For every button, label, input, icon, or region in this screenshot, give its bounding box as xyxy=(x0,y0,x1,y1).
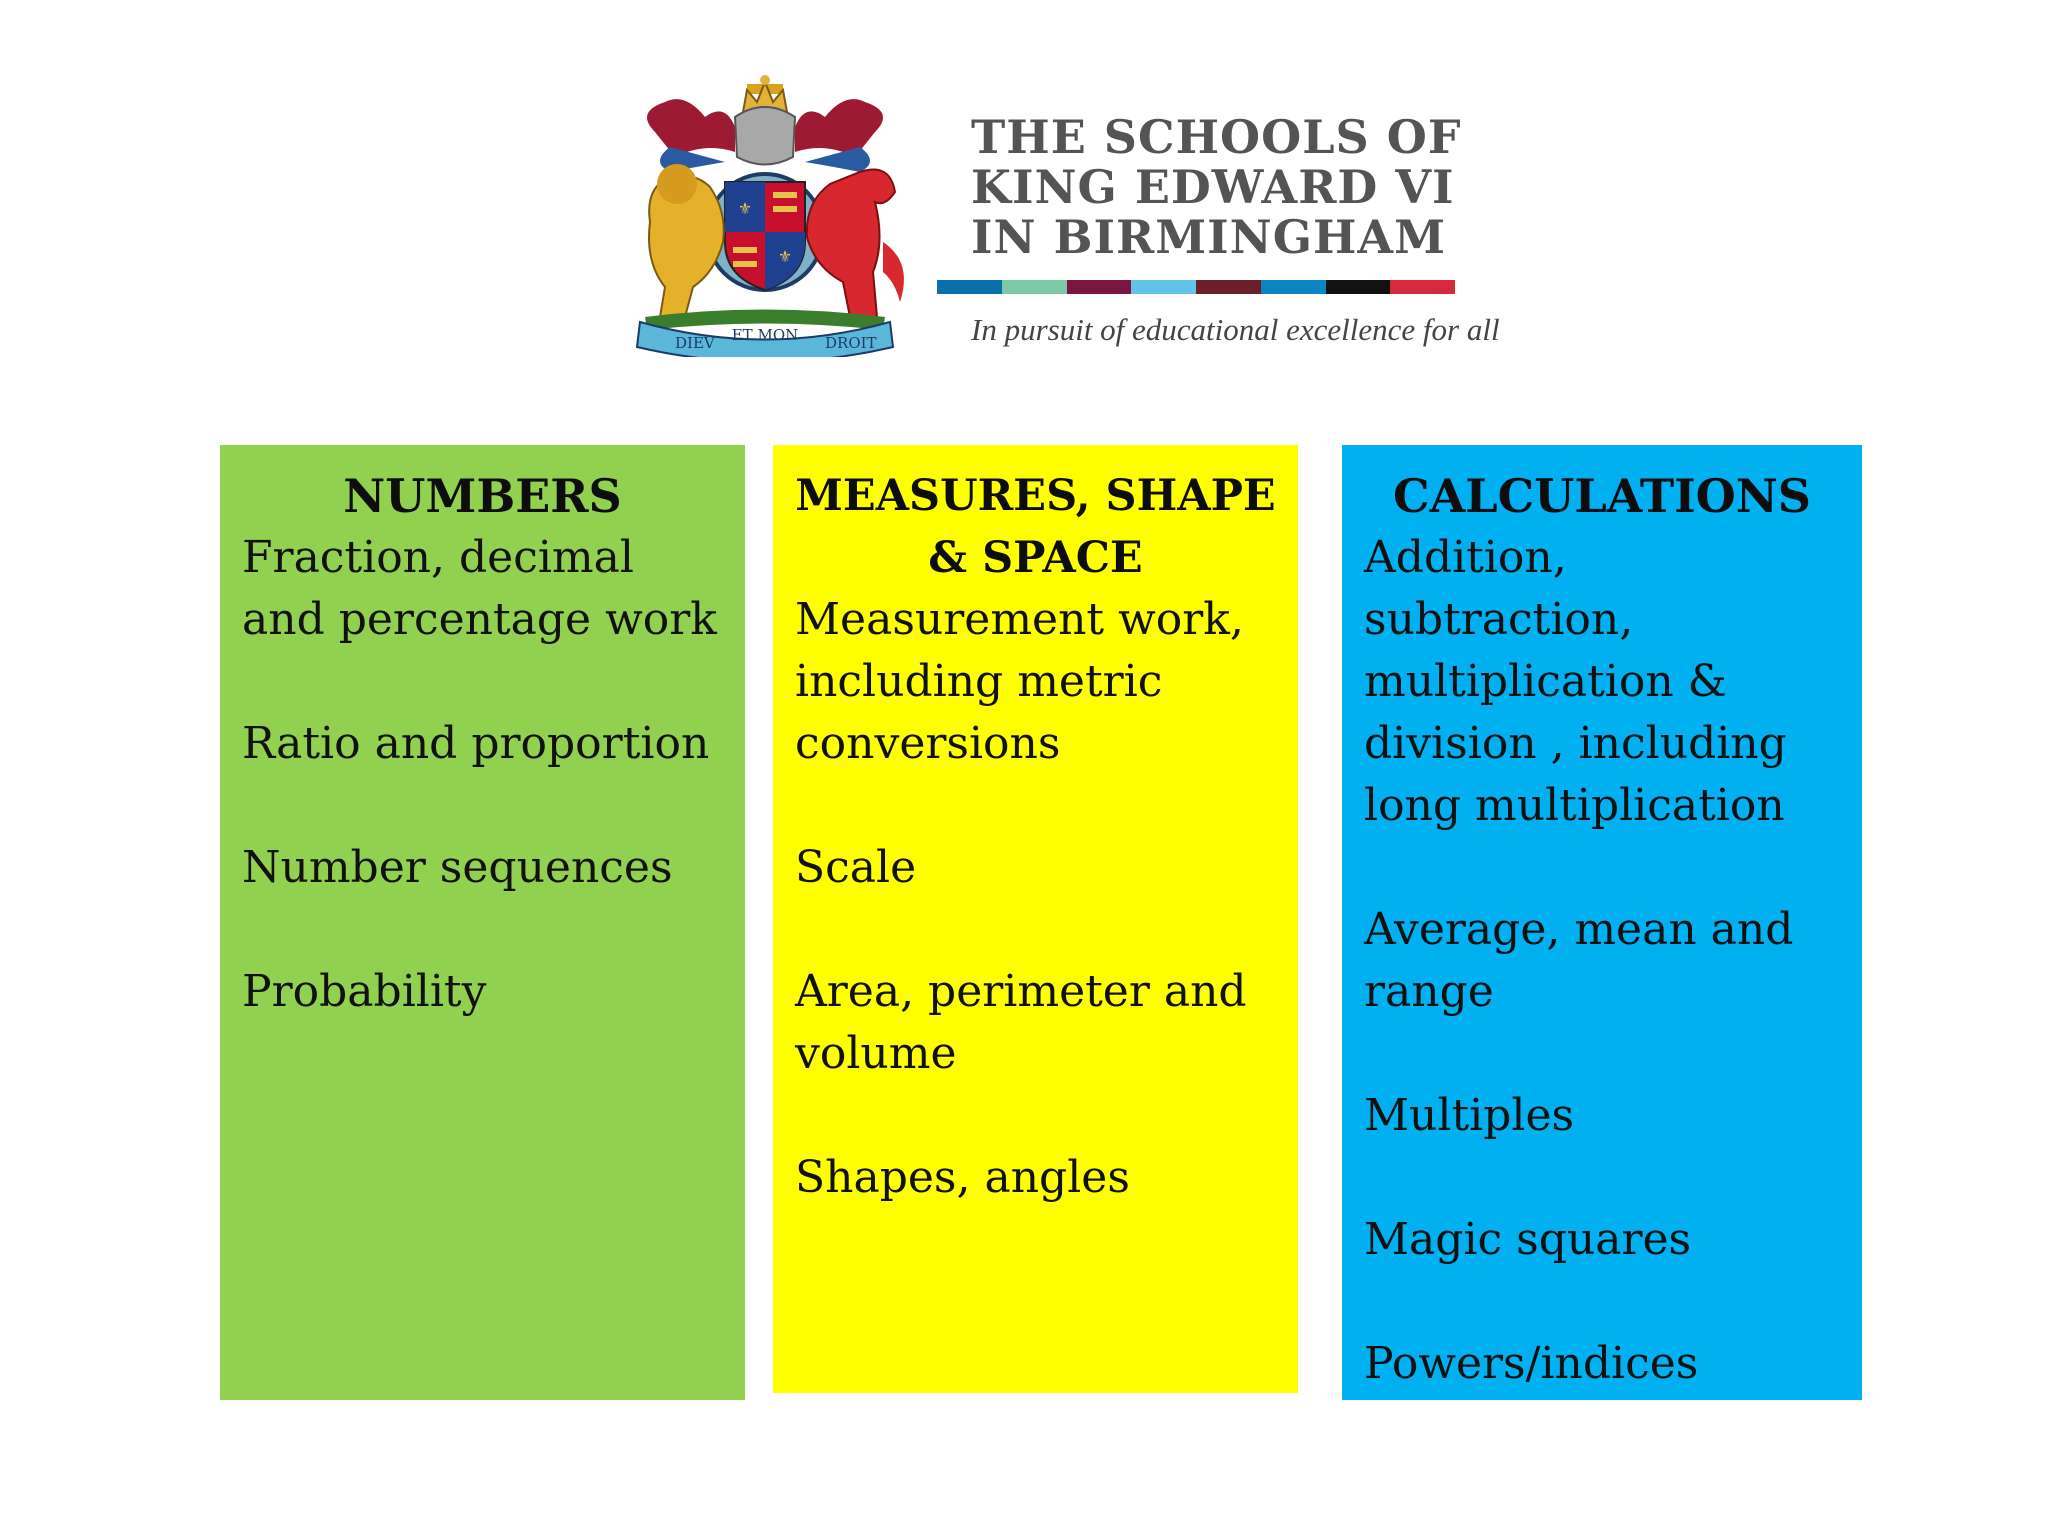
numbers-column xyxy=(220,445,745,1400)
calculations-item: Magic squares xyxy=(1364,1214,1692,1265)
color-bar-segment xyxy=(1131,280,1196,294)
school-brand xyxy=(925,110,1500,348)
calculations-title: CALCULATIONS xyxy=(1393,469,1811,523)
school-logo-header xyxy=(615,72,1500,357)
color-bar-segment xyxy=(1067,280,1132,294)
svg-text:⚜: ⚜ xyxy=(777,247,793,266)
calculations-item: Powers/indices xyxy=(1364,1338,1699,1389)
brand-line-3: IN BIRMINGHAM xyxy=(971,210,1447,264)
calculations-item: Addition, subtraction, multiplication & division , including long multiplication xyxy=(1364,532,1787,831)
color-bar-segment xyxy=(1196,280,1261,294)
measures-title: MEASURES, SHAPE & SPACE xyxy=(795,471,1276,583)
numbers-title: NUMBERS xyxy=(343,469,622,523)
measures-item: Scale xyxy=(795,842,917,893)
color-bar-segment xyxy=(937,280,1002,294)
brand-line-2: KING EDWARD VI xyxy=(971,160,1455,214)
coat-of-arms-icon xyxy=(615,72,915,357)
numbers-item: Ratio and proportion xyxy=(242,718,710,769)
motto-left: DIEV xyxy=(675,334,715,352)
measures-item: Shapes, angles xyxy=(795,1152,1130,1203)
color-bar-segment xyxy=(1390,280,1455,294)
school-tagline: In pursuit of educational excellence for all xyxy=(971,312,1500,347)
brand-color-bar xyxy=(937,280,1455,294)
measures-item: Measurement work, including metric conversions xyxy=(795,594,1244,769)
svg-text:⚜: ⚜ xyxy=(737,199,753,218)
calculations-item: Multiples xyxy=(1364,1090,1575,1141)
color-bar-segment xyxy=(1261,280,1326,294)
calculations-item: Average, mean and range xyxy=(1364,904,1794,1017)
motto-right: DROIT xyxy=(825,334,877,352)
measures-item: Area, perimeter and volume xyxy=(795,966,1247,1079)
color-bar-segment xyxy=(1326,280,1391,294)
numbers-item: Probability xyxy=(242,966,487,1017)
calculations-column xyxy=(1342,445,1862,1400)
motto-center: ET MON xyxy=(731,326,799,344)
numbers-item: Fraction, decimal and percentage work xyxy=(242,532,717,645)
numbers-item: Number sequences xyxy=(242,842,673,893)
brand-line-1: THE SCHOOLS OF xyxy=(971,110,1462,164)
color-bar-segment xyxy=(1002,280,1067,294)
measures-shape-space-column xyxy=(773,445,1298,1393)
